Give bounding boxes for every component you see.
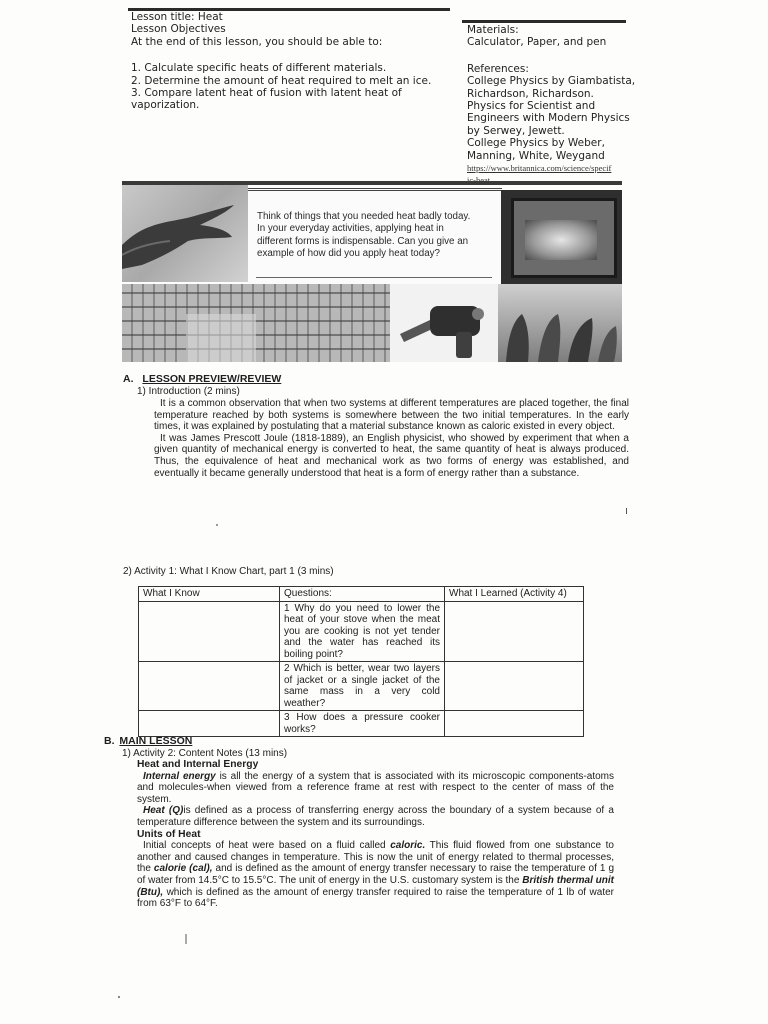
materials-references [467, 24, 636, 187]
intro-paragraph-2: It was James Prescott Joule (1818-1889), an English physicist, who showed by experiment that when a given quantity of mechanical energy is converted to heat, the same quantity of heat is always produced. Thus, the equivalence of heat and mechanical work as two forms of energy was established, and eventually it became generally understood that heat is a form of energy rather than a substance. [154, 432, 629, 479]
term-heat: Heat (Q) [143, 805, 184, 817]
subheading-units-of-heat: Units of Heat [137, 828, 201, 840]
section-a-title: LESSON PREVIEW/REVIEW [142, 373, 282, 385]
banner-prompt-line: In your everyday activities, applying heat in [257, 223, 444, 235]
materials-list: Calculator, Paper, and pen [467, 36, 607, 49]
activity-2-label: 1) Activity 2: Content Notes (13 mins) [122, 748, 288, 759]
fireplace-photo [501, 190, 622, 285]
column-header-what-i-know: What I Know [139, 587, 280, 602]
intro-paragraphs [154, 398, 629, 479]
objective-item: 3. Compare latent heat of fusion with latent heat of [131, 87, 402, 100]
reference-line: by Serwey, Jewett. [467, 124, 565, 137]
question-2: 2 Which is better, wear two layers of jacket or a single jacket of the same mass in a very cold weather? [280, 662, 445, 711]
term-caloric: caloric. [390, 840, 426, 852]
what-i-learned-cell[interactable] [445, 711, 584, 737]
term-internal-energy: Internal energy [143, 770, 216, 782]
reference-line: Manning, White, Weygand [467, 149, 605, 162]
hand-icon [122, 185, 248, 282]
term-btu: British thermal unit (Btu), [137, 874, 614, 898]
section-a-letter: A. [123, 373, 134, 385]
introduction-label: 1) Introduction (2 mins) [137, 386, 240, 397]
hand-photo [122, 185, 248, 282]
banner-prompt-line: example of how did you apply heat today? [257, 248, 440, 260]
lesson-title: Lesson title: Heat [131, 11, 223, 23]
scan-speck [626, 508, 627, 514]
content-notes [137, 759, 614, 910]
question-3: 3 How does a pressure cooker works? [280, 711, 445, 737]
units-paragraph: Initial concepts of heat were based on a fluid called caloric. This fluid flowed from one substance to another and caused changes in temperature. This is now the unit of energy related to thermal processes, the calorie (cal), and is defined as the amount of energy transfer necessary to raise the temperature of 1 g of water from 14.5°C to 15.5°C. The unit of energy in the U.S. customary system is the British thermal unit (Btu), which is defined as the amount of energy transfer required to raise the temperature of 1 lb of water from 63°F to 64°F. [137, 840, 615, 910]
question-1: 1 Why do you need to lower the heat of your stove when the meat you are cooking is not yet tender and the water has reached its boiling point? [280, 601, 445, 662]
activity-1-label: 2) Activity 1: What I Know Chart, part 1 (3 mins) [123, 566, 334, 577]
reference-line: College Physics by Weber, [467, 137, 605, 150]
materials-heading: Materials: [467, 24, 519, 36]
section-b-letter: B. [104, 735, 115, 747]
column-header-questions: Questions: [280, 587, 445, 602]
scan-speck [185, 934, 187, 944]
heat-paragraph: Heat (Q)is defined as a process of transferring energy across the boundary of a system because of a temperature difference between the system and its surroundings. [137, 805, 614, 828]
what-i-know-cell[interactable] [139, 662, 280, 711]
section-a-heading [123, 374, 281, 386]
reference-line: Richardson, Richardson. [467, 87, 594, 100]
reference-link[interactable]: https://www.britannica.com/science/specif [467, 163, 612, 174]
scan-speck [118, 996, 120, 998]
lesson-header [131, 11, 456, 112]
what-i-know-cell[interactable] [139, 601, 280, 662]
what-i-know-chart [138, 586, 584, 737]
reference-line: Physics for Scientist and [467, 100, 596, 113]
what-i-learned-cell[interactable] [445, 662, 584, 711]
references-heading: References: [467, 62, 529, 75]
scan-speck [216, 524, 218, 526]
banner-prompt-line: Think of things that you needed heat badly today. [257, 211, 471, 222]
reference-line: Engineers with Modern Physics [467, 112, 630, 125]
section-b-heading [104, 736, 192, 748]
subheading-heat-internal-energy: Heat and Internal Energy [137, 759, 259, 770]
solar-panel-photo [122, 284, 390, 362]
objectives-heading: Lesson Objectives [131, 23, 226, 36]
header-rule-right [462, 20, 626, 23]
intro-paragraph-1: It is a common observation that when two systems at different temperatures are placed together, the final temperature reached by both systems is somewhere between the two initial temperatures. In the early times, it was explained by postulating that a material substance known as caloric existed in every object. [154, 398, 629, 433]
objective-item: 2. Determine the amount of heat required to melt an ice. [131, 74, 432, 87]
section-b-title: MAIN LESSON [119, 735, 193, 747]
banner-prompt-line: different forms is indispensable. Can you give an [257, 235, 469, 247]
banner-text-box [248, 188, 502, 285]
hands-icon [498, 284, 622, 362]
reference-line: College Physics by Giambatista, [467, 75, 636, 88]
objective-item: vaporization. [131, 99, 200, 112]
internal-energy-paragraph: Internal energy is all the energy of a system that is associated with its microscopic components-atoms and molecules-when viewed from a reference frame at rest with respect to the center of mass of the system. [137, 770, 614, 805]
heat-gun-icon [390, 284, 498, 362]
heat-gun-photo [390, 284, 498, 362]
objectives-intro: At the end of this lesson, you should be able to: [131, 35, 383, 48]
hands-fire-photo [498, 284, 622, 362]
term-calorie: calorie (cal), [153, 863, 213, 875]
what-i-know-cell[interactable] [139, 711, 280, 737]
column-header-what-i-learned: What I Learned (Activity 4) [445, 587, 584, 602]
objective-item: 1. Calculate specific heats of different materials. [131, 62, 387, 75]
what-i-learned-cell[interactable] [445, 601, 584, 662]
